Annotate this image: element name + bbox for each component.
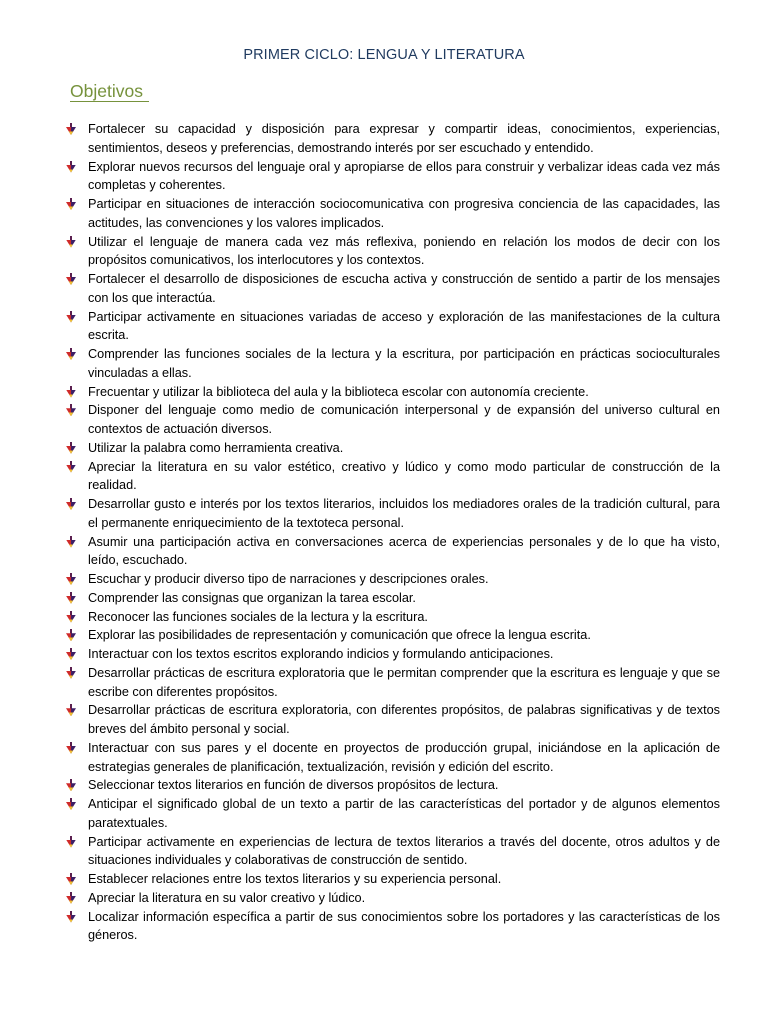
objective-item: [88, 608, 720, 627]
page-title: PRIMER CICLO: LENGUA Y LITERATURA: [243, 47, 525, 63]
arrow-bullet-icon: [66, 442, 76, 454]
objective-item: [88, 345, 720, 383]
objective-text: Apreciar la literatura en su valor estético, creativo y lúdico y como modo particular de construcción de la realidad.: [88, 459, 720, 493]
arrow-bullet-icon: [66, 779, 76, 791]
objectives-list: [88, 120, 720, 945]
objective-item: [88, 645, 720, 664]
objective-item: [88, 908, 720, 946]
objective-item: [88, 158, 720, 196]
arrow-bullet-icon: [66, 536, 76, 548]
objective-text: Participar activamente en experiencias de lectura de textos literarios a través del docente, otros adultos y de situaciones individuales y colaborativas de construcción de sentido.: [88, 834, 720, 868]
objective-text: Fortalecer el desarrollo de disposiciones de escucha activa y construcción de sentido a partir de los mensajes con los que interactúa.: [88, 272, 720, 305]
arrow-bullet-icon: [66, 873, 76, 885]
objective-text: Escuchar y producir diverso tipo de narraciones y descripciones orales.: [88, 572, 489, 586]
objective-item: [88, 833, 720, 871]
objective-text: Reconocer las funciones sociales de la lectura y la escritura.: [88, 609, 428, 624]
arrow-bullet-icon: [66, 704, 76, 716]
objective-text: Disponer del lenguaje como medio de comunicación interpersonal y de expansión del universo cultural en contextos de actuación diversos.: [88, 403, 720, 436]
arrow-bullet-icon: [66, 236, 76, 248]
arrow-bullet-icon: [66, 273, 76, 285]
arrow-bullet-icon: [66, 348, 76, 360]
objective-text: Seleccionar textos literarios en función de diversos propósitos de lectura.: [88, 778, 499, 793]
objective-item: [88, 570, 720, 589]
objective-item: [88, 195, 720, 233]
objective-item: [88, 120, 720, 158]
objective-text: Establecer relaciones entre los textos literarios y su experiencia personal.: [88, 872, 502, 886]
arrow-bullet-icon: [66, 629, 76, 641]
objective-text: Participar activamente en situaciones variadas de acceso y exploración de las manifestaciones de la cultura escrita.: [88, 309, 720, 343]
objective-text: Anticipar el significado global de un texto a partir de las características del portador y de algunos elementos paratextuales.: [88, 797, 720, 830]
objective-text: Desarrollar prácticas de escritura exploratoria, con diferentes propósitos, de palabras significativas y de textos breves del ámbito personal y social.: [88, 703, 720, 736]
objective-item: [88, 458, 720, 496]
arrow-bullet-icon: [66, 911, 76, 923]
objective-item: [88, 308, 720, 346]
arrow-bullet-icon: [66, 198, 76, 210]
arrow-bullet-icon: [66, 498, 76, 510]
section-heading-text: Objetivos: [70, 82, 149, 102]
section-heading: [70, 82, 149, 102]
arrow-bullet-icon: [66, 123, 76, 135]
objective-item: [88, 401, 720, 439]
objective-text: Localizar información específica a partir de sus conocimientos sobre los portadores y las características de los géneros.: [88, 909, 720, 943]
arrow-bullet-icon: [66, 573, 76, 585]
arrow-bullet-icon: [66, 836, 76, 848]
objective-item: [88, 776, 720, 795]
objective-text: Comprender las consignas que organizan la tarea escolar.: [88, 590, 416, 605]
objective-item: [88, 589, 720, 608]
arrow-bullet-icon: [66, 892, 76, 904]
objective-item: [88, 664, 720, 702]
arrow-bullet-icon: [66, 386, 76, 398]
arrow-bullet-icon: [66, 611, 76, 623]
objective-text: Desarrollar gusto e interés por los textos literarios, incluidos los mediadores orales de la tradición cultural, para el permanente enriquecimiento de la textoteca personal.: [88, 497, 720, 530]
objective-text: Participar en situaciones de interacción sociocomunicativa con progresiva conciencia de las capacidades, las actitudes, las convenciones y los valores implicados.: [88, 197, 720, 230]
arrow-bullet-icon: [66, 161, 76, 173]
objective-text: Fortalecer su capacidad y disposición para expresar y compartir ideas, conocimientos, experiencias, sentimientos, deseos y preferencias, demostrando interés por ser escuchado y entendido.: [88, 122, 720, 155]
objective-item: [88, 701, 720, 739]
objective-item: [88, 739, 720, 777]
objective-text: Interactuar con sus pares y el docente en proyectos de producción grupal, iniciándose en la aplicación de estrategias generales de planificación, textualización, revisión y edición del escrito.: [88, 740, 720, 774]
objective-text: Utilizar el lenguaje de manera cada vez más reflexiva, poniendo en relación los modos de decir con los propósitos comunicativos, los interlocutores y los contextos.: [88, 234, 720, 268]
objective-text: Desarrollar prácticas de escritura exploratoria que le permitan comprender que la escritura es lenguaje y que se escribe con diferentes propósitos.: [88, 665, 720, 699]
objective-item: [88, 383, 720, 402]
objective-item: [88, 889, 720, 908]
objective-item: [88, 270, 720, 308]
objective-text: Frecuentar y utilizar la biblioteca del aula y la biblioteca escolar con autonomía creciente.: [88, 384, 589, 399]
objective-item: [88, 495, 720, 533]
arrow-bullet-icon: [66, 592, 76, 604]
objective-text: Utilizar la palabra como herramienta creativa.: [88, 440, 344, 455]
arrow-bullet-icon: [66, 461, 76, 473]
objective-item: [88, 626, 720, 645]
objective-text: Explorar nuevos recursos del lenguaje oral y apropiarse de ellos para construir y verbalizar ideas cada vez más completas y coherentes.: [88, 159, 720, 193]
objective-item: [88, 439, 720, 458]
arrow-bullet-icon: [66, 667, 76, 679]
arrow-bullet-icon: [66, 798, 76, 810]
objective-text: Apreciar la literatura en su valor creativo y lúdico.: [88, 890, 366, 905]
objective-item: [88, 870, 720, 889]
objective-text: Asumir una participación activa en conversaciones acerca de experiencias personales y de lo que ha visto, leído, escuchado.: [88, 534, 720, 568]
objective-item: [88, 233, 720, 271]
objective-item: [88, 533, 720, 571]
objective-text: Explorar las posibilidades de representación y comunicación que ofrece la lengua escrita.: [88, 628, 591, 643]
arrow-bullet-icon: [66, 742, 76, 754]
objective-text: Comprender las funciones sociales de la lectura y la escritura, por participación en prácticas socioculturales vinculadas a ellas.: [88, 347, 720, 380]
arrow-bullet-icon: [66, 648, 76, 660]
objective-item: [88, 795, 720, 833]
arrow-bullet-icon: [66, 311, 76, 323]
arrow-bullet-icon: [66, 404, 76, 416]
objective-text: Interactuar con los textos escritos explorando indicios y formulando anticipaciones.: [88, 647, 554, 661]
